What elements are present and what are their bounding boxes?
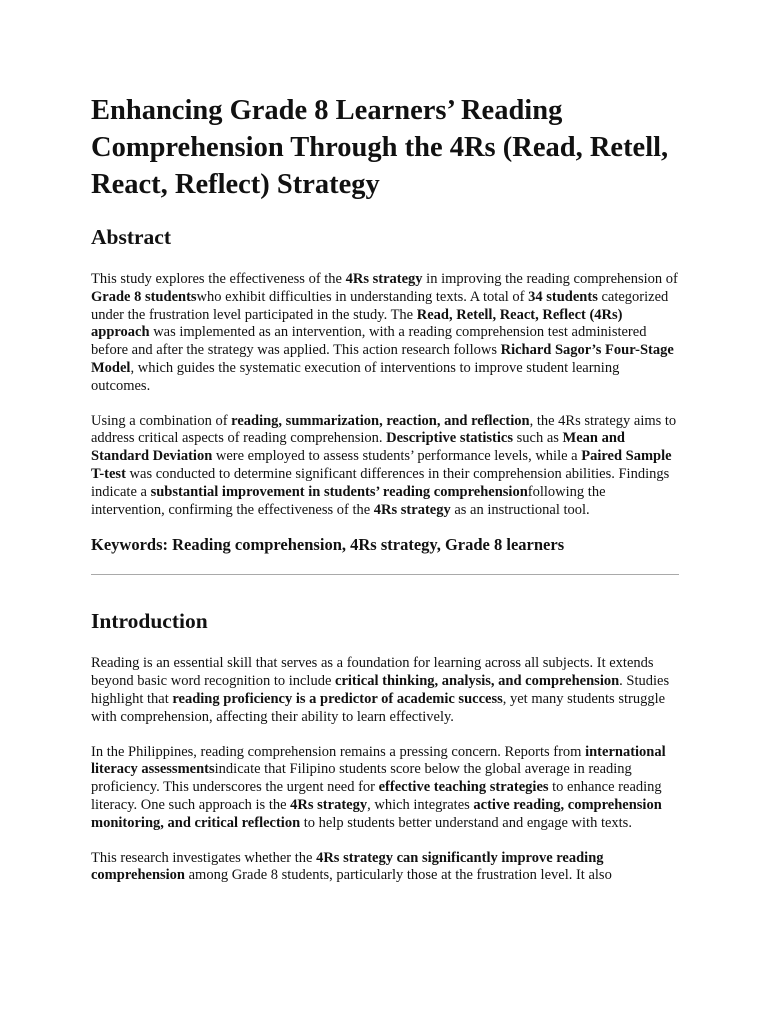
bold-text-run: effective teaching strategies bbox=[378, 779, 549, 796]
text-run: , the 4Rs strategy aims to address critical aspects of reading comprehension. bbox=[91, 412, 677, 447]
bold-text-run: 4Rs strategy bbox=[373, 501, 451, 518]
bold-text-run: Read, Retell, React, Reflect (4Rs) approach bbox=[91, 306, 623, 341]
text-run: In the Philippines, reading comprehension remains a pressing concern. Reports from bbox=[91, 743, 586, 760]
text-run: to enhance reading literacy. One such approach is the bbox=[91, 779, 662, 813]
text-run: such as bbox=[512, 430, 563, 447]
section-divider bbox=[91, 574, 679, 575]
text-run: , which integrates bbox=[367, 796, 474, 813]
bold-text-run: international literacy assessments bbox=[91, 743, 666, 778]
introduction-paragraph-3 bbox=[91, 850, 679, 886]
abstract-paragraph-2 bbox=[91, 413, 679, 520]
bold-text-run: Mean and Standard Deviation bbox=[91, 430, 625, 465]
bold-text-run: 4Rs strategy can significantly improve reading comprehension bbox=[91, 849, 604, 884]
bold-text-run: Paired Sample T-test bbox=[91, 448, 672, 482]
text-run: , which guides the systematic execution of interventions to improve student learning outcomes. bbox=[91, 359, 620, 394]
text-run: Reading is an essential skill that serves as a foundation for learning across all subjects. It extends beyond basic word recognition to include bbox=[91, 655, 654, 690]
introduction-paragraph-1 bbox=[91, 655, 679, 726]
text-run: among Grade 8 students, particularly those at the frustration level. It also bbox=[185, 867, 612, 884]
document-page bbox=[91, 92, 679, 885]
introduction-paragraph-2 bbox=[91, 744, 679, 833]
bold-text-run: substantial improvement in students’ reading comprehension bbox=[150, 483, 528, 500]
bold-text-run: reading proficiency is a predictor of academic success bbox=[172, 690, 503, 707]
keywords-line: Keywords: Reading comprehension, 4Rs strategy, Grade 8 learners bbox=[91, 535, 565, 555]
bold-text-run: 4Rs strategy bbox=[345, 271, 423, 287]
text-run: was implemented as an intervention, with a reading comprehension test administered before and after the strategy was applied. This action research follows bbox=[91, 324, 647, 359]
bold-text-run: critical thinking, analysis, and comprehension bbox=[335, 673, 620, 690]
text-run: who exhibit difficulties in understanding texts. A total of bbox=[196, 288, 529, 305]
text-run: This study explores the effectiveness of the bbox=[91, 271, 346, 287]
text-run: . Studies highlight that bbox=[91, 673, 670, 707]
text-run: categorized under the frustration level participated in the study. The bbox=[91, 288, 669, 323]
text-run: following the intervention, confirming the effectiveness of the bbox=[91, 483, 606, 518]
text-run: to help students better understand and engage with texts. bbox=[300, 814, 632, 831]
text-run: indicate that Filipino students score below the global average in reading proficiency. This underscores the urgent need for bbox=[91, 761, 632, 796]
bold-text-run: Grade 8 students bbox=[91, 288, 197, 305]
bold-text-run: Richard Sagor’s Four-Stage Model bbox=[91, 342, 674, 376]
text-run: This research investigates whether the bbox=[91, 849, 317, 866]
bold-text-run: reading, summarization, reaction, and reflection bbox=[231, 412, 530, 429]
bold-text-run: active reading, comprehension monitoring, and critical reflection bbox=[91, 796, 662, 831]
text-run: was conducted to determine significant differences in their comprehension abilities. Findings indicate a bbox=[91, 465, 670, 500]
text-run: in improving the reading comprehension of bbox=[422, 271, 678, 287]
abstract-paragraph-1 bbox=[91, 271, 679, 396]
bold-text-run: 34 students bbox=[528, 288, 598, 305]
text-run: , yet many students struggle with comprehension, affecting their ability to learn effectively. bbox=[91, 690, 666, 725]
text-run: Using a combination of bbox=[91, 412, 232, 429]
bold-text-run: 4Rs strategy bbox=[290, 796, 368, 813]
bold-text-run: Descriptive statistics bbox=[386, 430, 513, 447]
abstract-heading: Abstract bbox=[91, 225, 172, 249]
text-run: as an instructional tool. bbox=[450, 501, 590, 518]
introduction-heading: Introduction bbox=[91, 609, 208, 634]
paper-title: Enhancing Grade 8 Learners’ Reading Comprehension Through the 4Rs (Read, Retell, React, Reflect) Strategy bbox=[91, 95, 669, 200]
text-run: were employed to assess students’ performance levels, while a bbox=[212, 448, 582, 465]
